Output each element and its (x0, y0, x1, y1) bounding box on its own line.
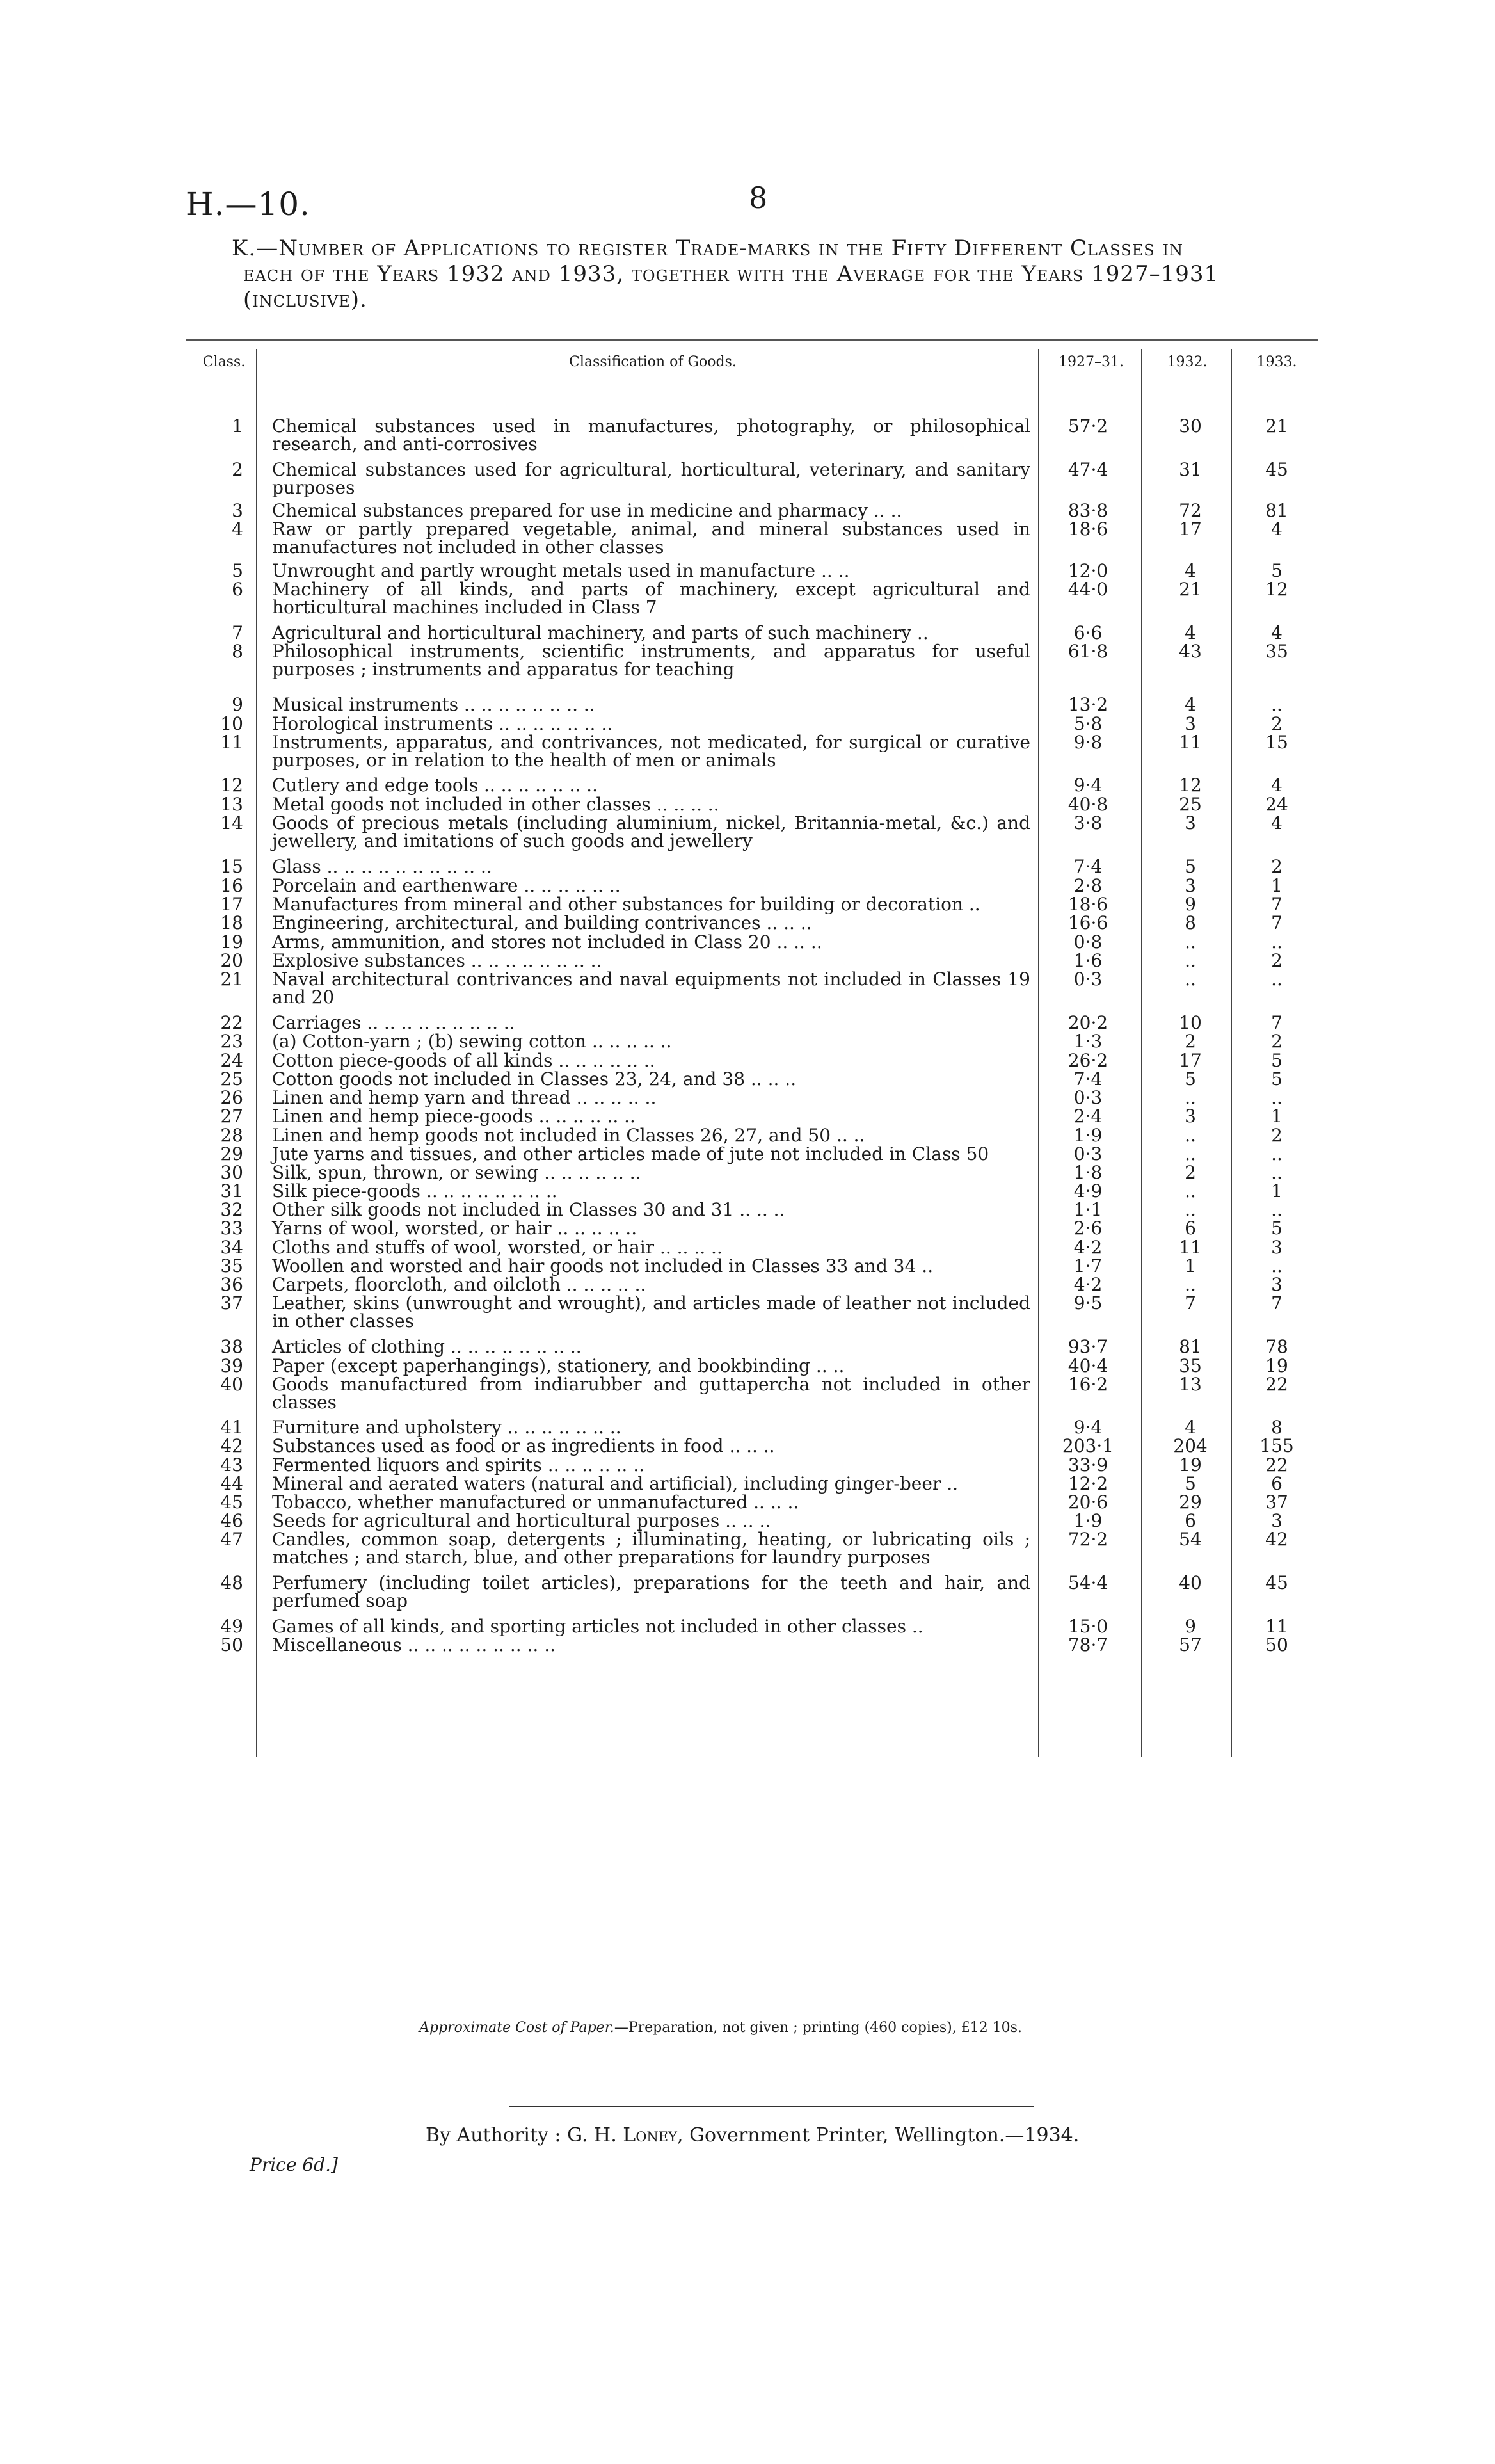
count-1932: 6 (1185, 1218, 1196, 1239)
class-number: 23 (220, 1031, 243, 1052)
count-1933: 22 (1265, 1374, 1288, 1395)
avg-1927-31: 26·2 (1067, 1050, 1108, 1071)
header-class: Class. (202, 354, 246, 370)
count-1932: 4 (1185, 560, 1196, 581)
count-1933: 5 (1271, 1218, 1283, 1239)
avg-1927-31: 0·3 (1073, 969, 1103, 990)
count-1932: 43 (1179, 641, 1202, 662)
count-1933: .. (1271, 1143, 1283, 1164)
class-number: 6 (232, 579, 243, 600)
avg-1927-31: 2·8 (1073, 875, 1103, 896)
goods-description: Yarns of wool, worsted, or hair .. .. .. .. .. (272, 1218, 637, 1239)
avg-1927-31: 2·6 (1073, 1218, 1103, 1239)
header-1933: 1933. (1256, 354, 1297, 370)
goods-description: Tobacco, whether manufactured or unmanufactured .. .. .. (272, 1492, 799, 1513)
class-number: 39 (220, 1355, 243, 1376)
goods-description: Agricultural and horticultural machinery, and parts of such machinery .. (272, 622, 929, 643)
count-1932: 10 (1179, 1012, 1202, 1033)
class-number: 16 (220, 875, 243, 896)
avg-1927-31: 6·6 (1073, 622, 1103, 643)
authority-line (426, 2124, 1079, 2146)
avg-1927-31: 12·2 (1067, 1473, 1108, 1494)
count-1933: 5 (1271, 1050, 1283, 1071)
count-1932: 3 (1185, 713, 1196, 734)
count-1932: .. (1185, 1180, 1196, 1202)
count-1932: 4 (1185, 622, 1196, 643)
avg-1927-31: 54·4 (1067, 1572, 1108, 1593)
avg-1927-31: 18·6 (1067, 894, 1108, 915)
class-number: 9 (232, 694, 243, 715)
avg-1927-31: 9·8 (1073, 732, 1103, 753)
avg-1927-31: 18·6 (1067, 519, 1108, 540)
avg-1927-31: 7·4 (1073, 1068, 1103, 1090)
goods-description: Goods manufactured from indiarubber and guttapercha not included in other classes (272, 1374, 1030, 1413)
avg-1927-31: 1·1 (1073, 1199, 1103, 1220)
count-1932: 17 (1179, 519, 1202, 540)
count-1933: 7 (1271, 894, 1283, 915)
class-number: 18 (220, 912, 243, 933)
class-number: 27 (220, 1106, 243, 1127)
count-1933: 7 (1271, 1292, 1283, 1314)
authority-rest: Government Printer, Wellington.—1934. (689, 2124, 1080, 2146)
avg-1927-31: 2·4 (1073, 1106, 1103, 1127)
class-number: 21 (220, 969, 243, 990)
goods-description: Explosive substances .. .. .. .. .. .. .. .. (272, 950, 602, 971)
count-1932: 12 (1179, 775, 1202, 796)
goods-description: Porcelain and earthenware .. .. .. .. .. .. (272, 875, 621, 896)
count-1932: 72 (1179, 500, 1202, 521)
count-1933: 35 (1265, 641, 1288, 662)
class-number: 11 (220, 732, 243, 753)
goods-description: Raw or partly prepared vegetable, animal, and mineral substances used in manufactures not included in other classes (272, 519, 1030, 558)
count-1933: 4 (1271, 775, 1283, 796)
count-1932: 1 (1185, 1255, 1196, 1276)
avg-1927-31: 1·8 (1073, 1162, 1103, 1183)
avg-1927-31: 20·2 (1067, 1012, 1108, 1033)
class-number: 24 (220, 1050, 243, 1071)
count-1932: 40 (1179, 1572, 1202, 1593)
class-number: 20 (220, 950, 243, 971)
class-number: 30 (220, 1162, 243, 1183)
class-number: 19 (220, 931, 243, 953)
count-1933: 6 (1271, 1473, 1283, 1494)
avg-1927-31: 78·7 (1067, 1634, 1108, 1655)
class-number: 14 (220, 812, 243, 833)
class-number: 12 (220, 775, 243, 796)
count-1933: 3 (1271, 1237, 1283, 1258)
goods-description: Substances used as food or as ingredients in food .. .. .. (272, 1435, 775, 1456)
count-1932: 3 (1185, 875, 1196, 896)
count-1933: 37 (1265, 1492, 1288, 1513)
class-number: 47 (220, 1529, 243, 1550)
class-number: 28 (220, 1125, 243, 1146)
avg-1927-31: 72·2 (1067, 1529, 1108, 1550)
goods-description: Cutlery and edge tools .. .. .. .. .. .. .. (272, 775, 598, 796)
count-1932: 6 (1185, 1510, 1196, 1531)
count-1933: .. (1271, 1199, 1283, 1220)
class-number: 25 (220, 1068, 243, 1090)
count-1932: .. (1185, 1125, 1196, 1146)
count-1932: .. (1185, 1274, 1196, 1295)
count-1933: .. (1271, 1255, 1283, 1276)
count-1932: 204 (1173, 1435, 1208, 1456)
goods-description: Furniture and upholstery .. .. .. .. .. .. .. (272, 1417, 621, 1438)
avg-1927-31: 57·2 (1067, 415, 1108, 437)
class-number: 33 (220, 1218, 243, 1239)
header-1927-31: 1927–31. (1059, 354, 1124, 370)
class-number: 43 (220, 1454, 243, 1476)
goods-description: Articles of clothing .. .. .. .. .. .. .. .. (272, 1336, 582, 1357)
goods-description: Chemical substances used for agricultural, horticultural, veterinary, and sanitary purposes (272, 459, 1030, 498)
column-divider-goods (1038, 349, 1039, 1757)
avg-1927-31: 16·2 (1067, 1374, 1108, 1395)
class-number: 29 (220, 1143, 243, 1164)
goods-description: Linen and hemp goods not included in Classes 26, 27, and 50 .. .. (272, 1125, 865, 1146)
avg-1927-31: 44·0 (1067, 579, 1108, 600)
count-1933: 24 (1265, 794, 1288, 815)
goods-description: Jute yarns and tissues, and other articles made of jute not included in Class 50 (272, 1143, 989, 1164)
count-1933: .. (1271, 1087, 1283, 1108)
class-number: 50 (220, 1634, 243, 1655)
count-1933: .. (1271, 931, 1283, 953)
count-1932: 19 (1179, 1454, 1202, 1476)
class-number: 49 (220, 1616, 243, 1637)
class-number: 10 (220, 713, 243, 734)
avg-1927-31: 0·3 (1073, 1087, 1103, 1108)
count-1933: 2 (1271, 950, 1283, 971)
avg-1927-31: 12·0 (1067, 560, 1108, 581)
class-number: 4 (232, 519, 243, 540)
avg-1927-31: 47·4 (1067, 459, 1108, 480)
goods-description: Woollen and worsted and hair goods not included in Classes 33 and 34 .. (272, 1255, 934, 1276)
count-1932: 35 (1179, 1355, 1202, 1376)
count-1933: 5 (1271, 560, 1283, 581)
goods-description: Cloths and stuffs of wool, worsted, or hair .. .. .. .. (272, 1237, 723, 1258)
goods-description: Candles, common soap, detergents ; illuminating, heating, or lubricating oils ; matches ; and starch, blue, and other preparations for laundry purposes (272, 1529, 1030, 1568)
class-number: 46 (220, 1510, 243, 1531)
count-1933: 21 (1265, 415, 1288, 437)
avg-1927-31: 93·7 (1067, 1336, 1108, 1357)
header-1932: 1932. (1167, 354, 1208, 370)
class-number: 17 (220, 894, 243, 915)
goods-description: Manufactures from mineral and other substances for building or decoration .. (272, 894, 980, 915)
avg-1927-31: 5·8 (1073, 713, 1103, 734)
avg-1927-31: 40·4 (1067, 1355, 1108, 1376)
count-1933: 19 (1265, 1355, 1288, 1376)
goods-description: Games of all kinds, and sporting articles not included in other classes .. (272, 1616, 923, 1637)
count-1933: 8 (1271, 1417, 1283, 1438)
count-1933: 3 (1271, 1274, 1283, 1295)
goods-description: Fermented liquors and spirits .. .. .. .. .. .. (272, 1454, 644, 1476)
count-1932: 17 (1179, 1050, 1202, 1071)
class-number: 7 (232, 622, 243, 643)
class-number: 48 (220, 1572, 243, 1593)
count-1932: 5 (1185, 856, 1196, 877)
class-number: 41 (220, 1417, 243, 1438)
class-number: 38 (220, 1336, 243, 1357)
authority-prefix: By Authority : (426, 2124, 561, 2146)
goods-description: Carriages .. .. .. .. .. .. .. .. .. (272, 1012, 515, 1033)
goods-description: Chemical substances prepared for use in medicine and pharmacy .. .. (272, 500, 902, 521)
avg-1927-31: 0·8 (1073, 931, 1103, 953)
avg-1927-31: 83·8 (1067, 500, 1108, 521)
goods-description: Mineral and aerated waters (natural and artificial), including ginger-beer .. (272, 1473, 959, 1494)
avg-1927-31: 9·5 (1073, 1292, 1103, 1314)
count-1933: 2 (1271, 856, 1283, 877)
count-1933: 78 (1265, 1336, 1288, 1357)
table-top-rule (186, 339, 1318, 341)
count-1933: 4 (1271, 812, 1283, 833)
avg-1927-31: 4·9 (1073, 1180, 1103, 1202)
avg-1927-31: 15·0 (1067, 1616, 1108, 1637)
count-1932: .. (1185, 931, 1196, 953)
avg-1927-31: 33·9 (1067, 1454, 1108, 1476)
count-1932: 9 (1185, 1616, 1196, 1637)
count-1932: 57 (1179, 1634, 1202, 1655)
count-1933: 42 (1265, 1529, 1288, 1550)
count-1932: 31 (1179, 459, 1202, 480)
count-1933: .. (1271, 694, 1283, 715)
column-divider-class (256, 349, 257, 1757)
goods-description: Naval architectural contrivances and naval equipments not included in Classes 19 and 20 (272, 969, 1030, 1008)
count-1932: 25 (1179, 794, 1202, 815)
count-1932: 9 (1185, 894, 1196, 915)
count-1933: 5 (1271, 1068, 1283, 1090)
count-1933: 2 (1271, 713, 1283, 734)
avg-1927-31: 61·8 (1067, 641, 1108, 662)
title-line-3: (inclusive). (243, 287, 367, 312)
count-1932: .. (1185, 1087, 1196, 1108)
count-1933: 22 (1265, 1454, 1288, 1476)
avg-1927-31: 1·7 (1073, 1255, 1103, 1276)
count-1932: 3 (1185, 1106, 1196, 1127)
count-1933: .. (1271, 1162, 1283, 1183)
avg-1927-31: 1·9 (1073, 1125, 1103, 1146)
class-number: 1 (232, 415, 243, 437)
goods-description: Carpets, floorcloth, and oilcloth .. .. .. .. .. (272, 1274, 646, 1295)
class-number: 22 (220, 1012, 243, 1033)
count-1932: 2 (1185, 1162, 1196, 1183)
class-number: 34 (220, 1237, 243, 1258)
class-number: 26 (220, 1087, 243, 1108)
count-1933: 1 (1271, 1180, 1283, 1202)
goods-description: Cotton piece-goods of all kinds .. .. .. .. .. .. (272, 1050, 655, 1071)
cost-label: Approximate Cost of Paper. (419, 2020, 614, 2036)
class-number: 13 (220, 794, 243, 815)
goods-description: Miscellaneous .. .. .. .. .. .. .. .. .. (272, 1634, 556, 1655)
count-1933: 2 (1271, 1031, 1283, 1052)
goods-description: Leather, skins (unwrought and wrought), and articles made of leather not included in other classes (272, 1292, 1030, 1332)
count-1932: .. (1185, 1199, 1196, 1220)
count-1932: 7 (1185, 1292, 1196, 1314)
cost-text: —Preparation, not given ; printing (460 copies), £12 10s. (614, 2020, 1022, 2036)
avg-1927-31: 16·6 (1067, 912, 1108, 933)
count-1933: 1 (1271, 1106, 1283, 1127)
class-number: 45 (220, 1492, 243, 1513)
page-number: 8 (749, 181, 768, 215)
cost-note (419, 2020, 1022, 2036)
class-number: 31 (220, 1180, 243, 1202)
count-1933: 15 (1265, 732, 1288, 753)
avg-1927-31: 3·8 (1073, 812, 1103, 833)
count-1932: 5 (1185, 1473, 1196, 1494)
column-divider-1927 (1141, 349, 1142, 1757)
class-number: 35 (220, 1255, 243, 1276)
goods-description: Cotton goods not included in Classes 23, 24, and 38 .. .. .. (272, 1068, 797, 1090)
printer-name: G. H. Loney, (567, 2124, 684, 2146)
avg-1927-31: 4·2 (1073, 1237, 1103, 1258)
goods-description: Chemical substances used in manufactures, photography, or philosophical research, and anti-corrosives (272, 415, 1030, 455)
avg-1927-31: 1·9 (1073, 1510, 1103, 1531)
title-line-2: each of the Years 1932 and 1933, together with the Average for the Years 1927–1931 (243, 261, 1219, 287)
avg-1927-31: 20·6 (1067, 1492, 1108, 1513)
goods-description: Other silk goods not included in Classes 30 and 31 .. .. .. (272, 1199, 785, 1220)
title-line-1: K.—Number of Applications to register Trade-marks in the Fifty Different Classes in (232, 236, 1183, 261)
goods-description: Engineering, architectural, and building contrivances .. .. .. (272, 912, 812, 933)
goods-description: Glass .. .. .. .. .. .. .. .. .. .. (272, 856, 492, 877)
count-1932: 54 (1179, 1529, 1202, 1550)
goods-description: Paper (except paperhangings), stationery, and bookbinding .. .. (272, 1355, 845, 1376)
goods-description: Instruments, apparatus, and contrivances, not medicated, for surgical or curative purposes, or in relation to the health of men or animals (272, 732, 1030, 771)
count-1933: 7 (1271, 1012, 1283, 1033)
avg-1927-31: 9·4 (1073, 775, 1103, 796)
authority-rule (509, 2106, 1034, 2107)
price: Price 6d.] (250, 2154, 338, 2175)
count-1932: 11 (1179, 732, 1202, 753)
avg-1927-31: 0·3 (1073, 1143, 1103, 1164)
goods-description: Linen and hemp piece-goods .. .. .. .. .. .. (272, 1106, 636, 1127)
count-1933: 4 (1271, 622, 1283, 643)
class-number: 42 (220, 1435, 243, 1456)
document-code: H.—10. (186, 186, 311, 223)
goods-description: Arms, ammunition, and stores not included in Class 20 .. .. .. (272, 931, 822, 953)
class-number: 37 (220, 1292, 243, 1314)
class-number: 44 (220, 1473, 243, 1494)
count-1932: 5 (1185, 1068, 1196, 1090)
table-title (232, 236, 1313, 312)
count-1933: 2 (1271, 1125, 1283, 1146)
goods-description: Perfumery (including toilet articles), preparations for the teeth and hair, and perfumed soap (272, 1572, 1030, 1611)
class-number: 8 (232, 641, 243, 662)
goods-description: Silk piece-goods .. .. .. .. .. .. .. .. (272, 1180, 557, 1202)
count-1933: 45 (1265, 459, 1288, 480)
avg-1927-31: 9·4 (1073, 1417, 1103, 1438)
goods-description: Horological instruments .. .. .. .. .. .. .. (272, 713, 613, 734)
avg-1927-31: 4·2 (1073, 1274, 1103, 1295)
class-number: 2 (232, 459, 243, 480)
goods-description: Machinery of all kinds, and parts of machinery, except agricultural and horticultural machines included in Class 7 (272, 579, 1030, 618)
count-1933: 7 (1271, 912, 1283, 933)
count-1933: 81 (1265, 500, 1288, 521)
goods-description: Metal goods not included in other classes .. .. .. .. (272, 794, 719, 815)
count-1932: .. (1185, 950, 1196, 971)
count-1932: 11 (1179, 1237, 1202, 1258)
class-number: 3 (232, 500, 243, 521)
count-1932: 4 (1185, 694, 1196, 715)
count-1933: 50 (1265, 1634, 1288, 1655)
goods-description: Silk, spun, thrown, or sewing .. .. .. .. .. .. (272, 1162, 641, 1183)
goods-description: (a) Cotton-yarn ; (b) sewing cotton .. .. .. .. .. (272, 1031, 672, 1052)
count-1932: 13 (1179, 1374, 1202, 1395)
header-classification: Classification of Goods. (569, 354, 737, 370)
count-1932: 4 (1185, 1417, 1196, 1438)
goods-description: Linen and hemp yarn and thread .. .. .. .. .. (272, 1087, 657, 1108)
count-1932: 8 (1185, 912, 1196, 933)
count-1932: .. (1185, 1143, 1196, 1164)
goods-description: Seeds for agricultural and horticultural purposes .. .. .. (272, 1510, 771, 1531)
count-1932: 2 (1185, 1031, 1196, 1052)
count-1933: 4 (1271, 519, 1283, 540)
avg-1927-31: 1·6 (1073, 950, 1103, 971)
class-number: 40 (220, 1374, 243, 1395)
count-1932: 21 (1179, 579, 1202, 600)
goods-description: Unwrought and partly wrought metals used in manufacture .. .. (272, 560, 850, 581)
avg-1927-31: 7·4 (1073, 856, 1103, 877)
count-1933: .. (1271, 969, 1283, 990)
count-1933: 12 (1265, 579, 1288, 600)
count-1932: 29 (1179, 1492, 1202, 1513)
count-1932: 81 (1179, 1336, 1202, 1357)
class-number: 32 (220, 1199, 243, 1220)
class-number: 15 (220, 856, 243, 877)
avg-1927-31: 203·1 (1062, 1435, 1114, 1456)
count-1932: .. (1185, 969, 1196, 990)
class-number: 5 (232, 560, 243, 581)
avg-1927-31: 13·2 (1067, 694, 1108, 715)
count-1932: 3 (1185, 812, 1196, 833)
count-1933: 11 (1265, 1616, 1288, 1637)
count-1933: 155 (1259, 1435, 1294, 1456)
class-number: 36 (220, 1274, 243, 1295)
count-1932: 30 (1179, 415, 1202, 437)
goods-description: Musical instruments .. .. .. .. .. .. .. .. (272, 694, 595, 715)
count-1933: 3 (1271, 1510, 1283, 1531)
avg-1927-31: 40·8 (1067, 794, 1108, 815)
goods-description: Philosophical instruments, scientific instruments, and apparatus for useful purposes ; instruments and apparatus for teaching (272, 641, 1030, 680)
avg-1927-31: 1·3 (1073, 1031, 1103, 1052)
count-1933: 45 (1265, 1572, 1288, 1593)
count-1933: 1 (1271, 875, 1283, 896)
goods-description: Goods of precious metals (including aluminium, nickel, Britannia-metal, &c.) and jewellery, and imitations of such goods and jewellery (272, 812, 1030, 851)
